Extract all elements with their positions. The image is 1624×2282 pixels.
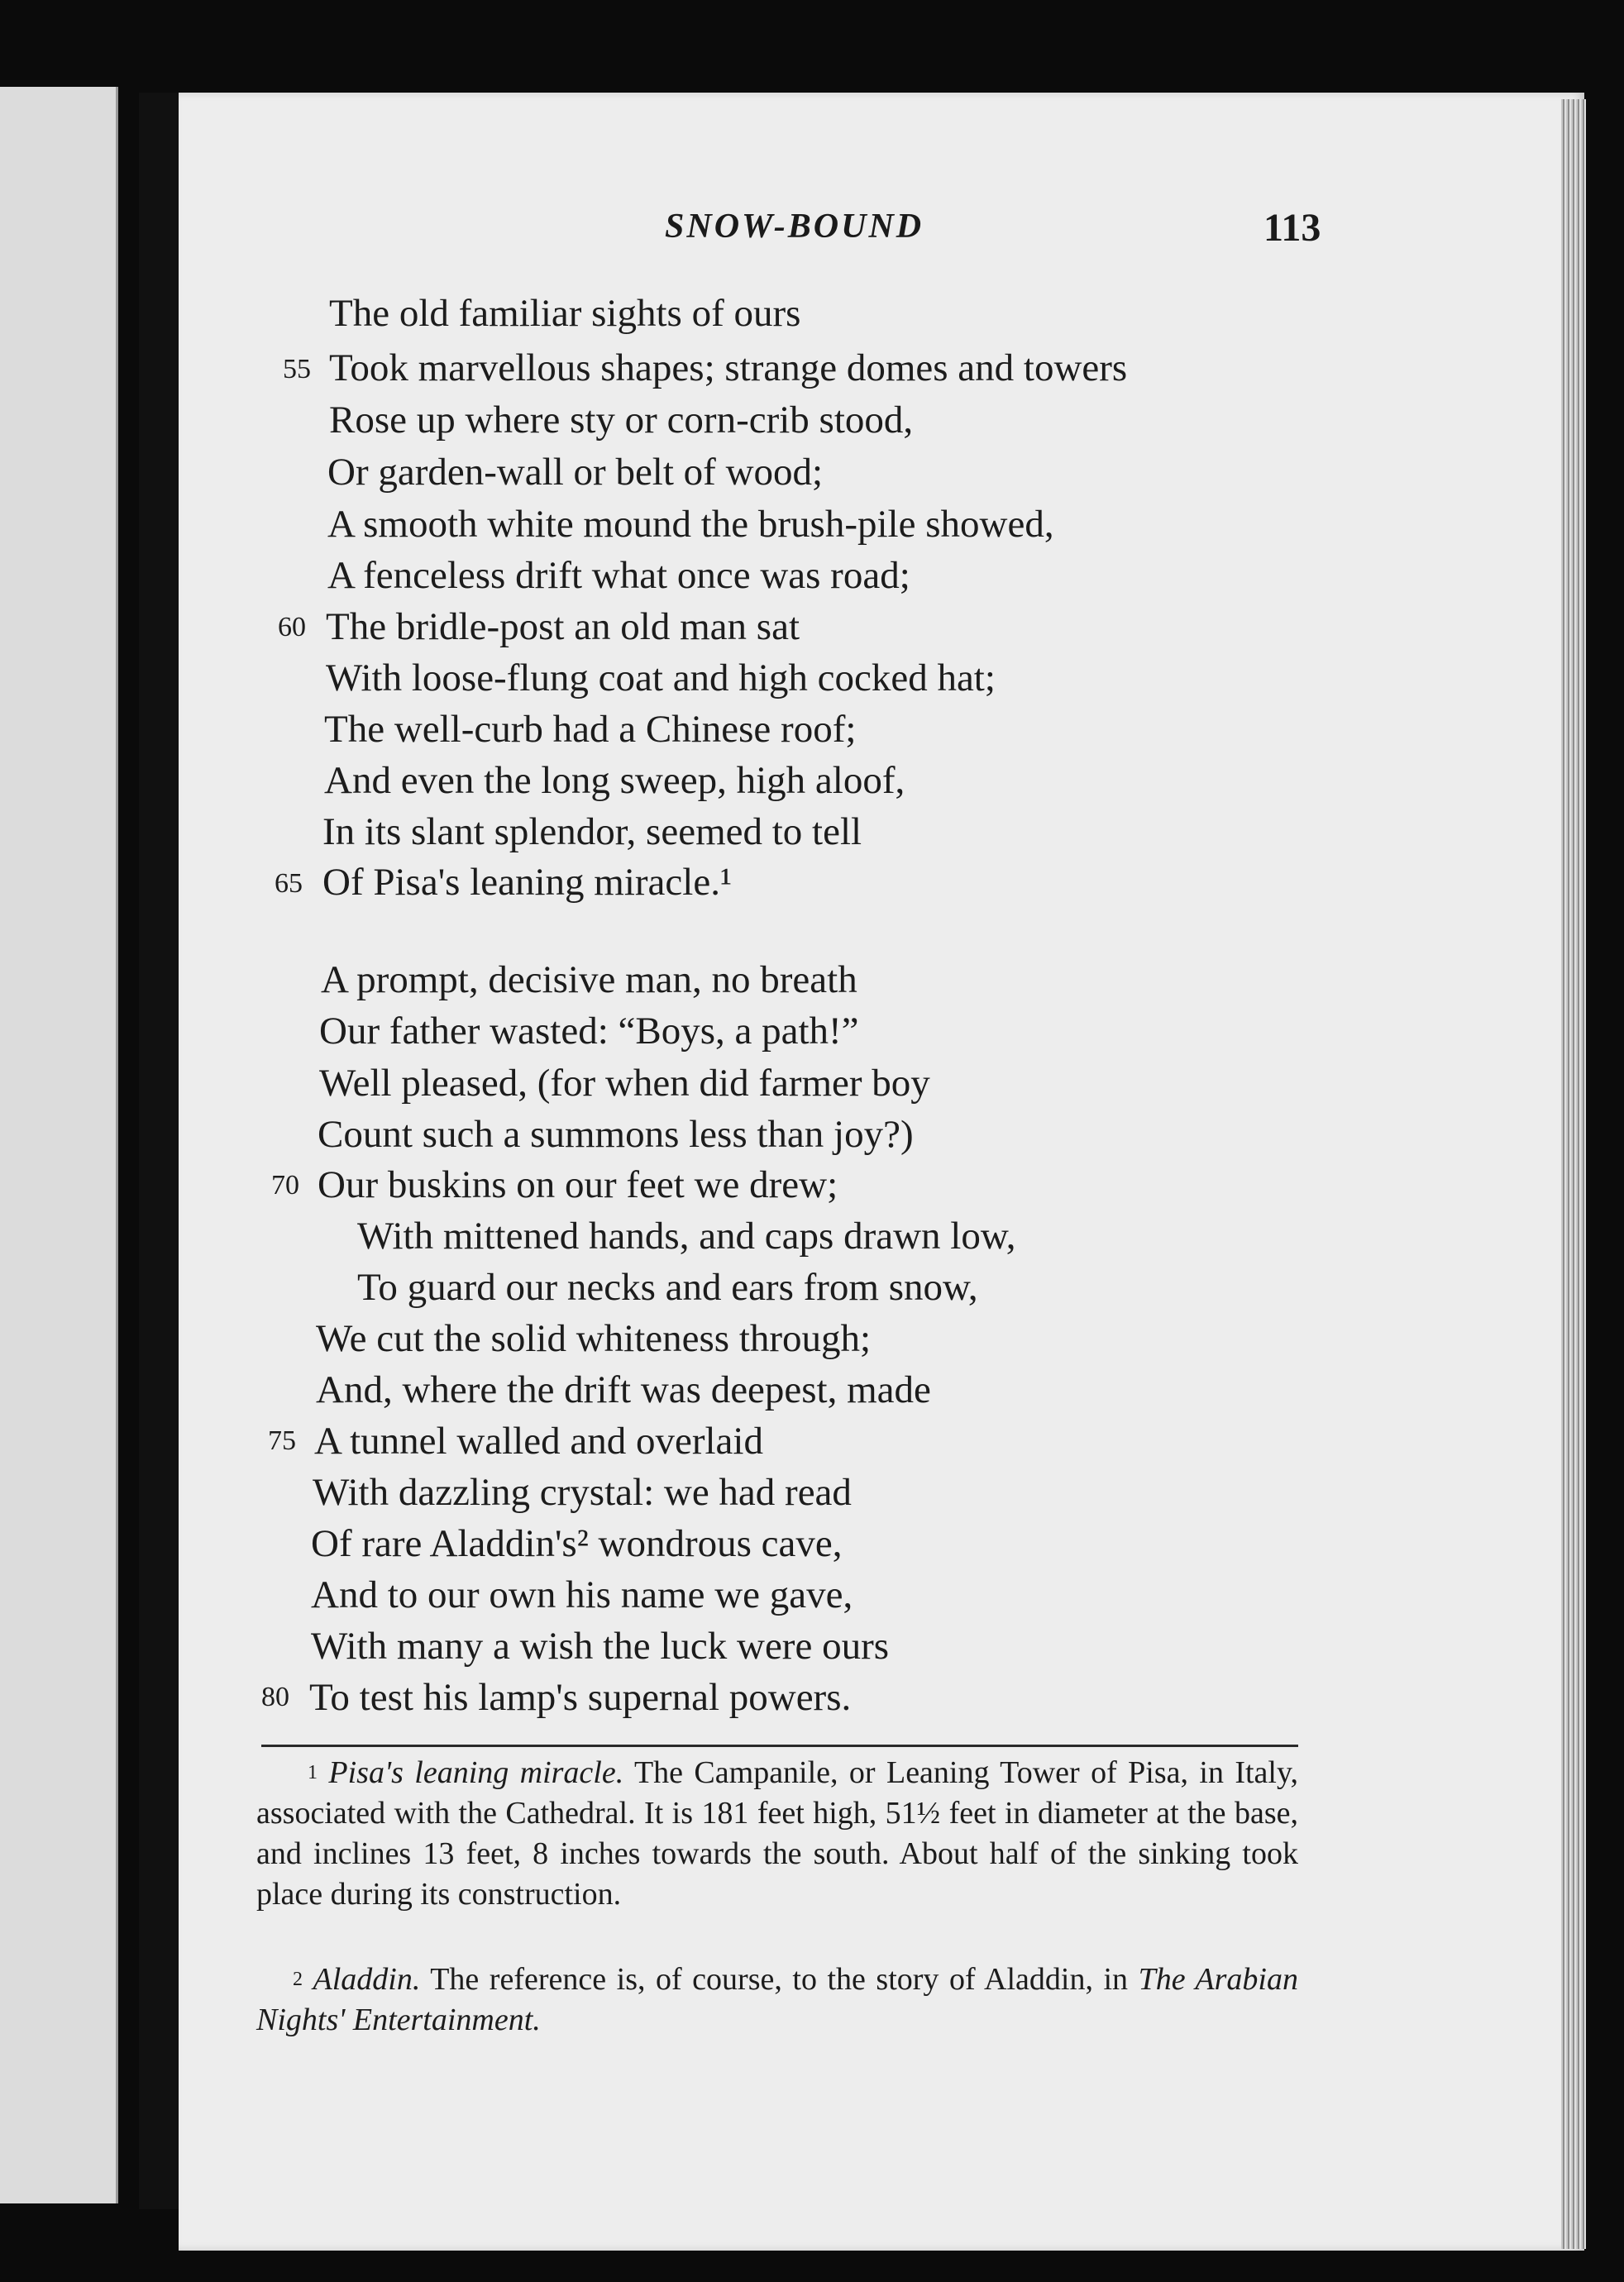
verse-line: To test his lamp's supernal powers.	[309, 1676, 852, 1719]
page-number: 113	[1263, 206, 1321, 250]
verse-line: And to our own his name we gave,	[311, 1573, 853, 1616]
verse-line: With dazzling crystal: we had read	[313, 1471, 852, 1514]
book-gutter	[139, 93, 179, 2209]
verse-line: Of rare Aladdin's² wondrous cave,	[311, 1522, 843, 1565]
verse-line: Count such a summons less than joy?)	[318, 1113, 914, 1156]
footnote-term: Aladdin.	[313, 1962, 421, 1997]
verse-line: Our father wasted: “Boys, a path!”	[319, 1010, 859, 1053]
footnote-marker: 2	[293, 1969, 303, 1990]
verse-line: We cut the solid whiteness through;	[316, 1317, 872, 1360]
verse-line: With loose-flung coat and high cocked hat;	[326, 656, 996, 699]
verse-line: Took marvellous shapes; strange domes and towers	[329, 346, 1128, 389]
running-head: SNOW-BOUND	[665, 208, 924, 246]
verse-line: The bridle-post an old man sat	[326, 605, 800, 648]
line-number: 70	[271, 1170, 299, 1201]
verse-line: A prompt, decisive man, no breath	[321, 958, 857, 1001]
facing-page-edge	[0, 87, 118, 2203]
verse-line: Of Pisa's leaning miracle.¹	[322, 861, 733, 904]
page-stack-edge	[1561, 99, 1586, 2249]
line-number: 60	[278, 612, 306, 642]
verse-line: Rose up where sty or corn-crib stood,	[329, 399, 914, 442]
verse-line: A tunnel walled and overlaid	[314, 1420, 763, 1463]
footnote-term: Pisa's leaning miracle.	[328, 1755, 624, 1790]
verse-line: Or garden-wall or belt of wood;	[327, 451, 824, 494]
verse-line: In its slant splendor, seemed to tell	[322, 810, 862, 853]
footnote-marker: 1	[308, 1762, 318, 1783]
verse-line: The old familiar sights of ours	[329, 292, 801, 335]
verse-line: Our buskins on our feet we drew;	[318, 1163, 838, 1206]
verse-line: A fenceless drift what once was road;	[327, 554, 910, 597]
verse-line: Well pleased, (for when did farmer boy	[319, 1062, 930, 1105]
verse-line: The well-curb had a Chinese roof;	[324, 708, 857, 751]
verse-line: A smooth white mound the brush-pile showed,	[327, 503, 1054, 546]
verse-line: And even the long sweep, high aloof,	[324, 759, 905, 802]
footnote-1	[256, 1753, 1298, 1915]
verse-line: With mittened hands, and caps drawn low,	[357, 1215, 1016, 1258]
line-number: 55	[283, 354, 311, 384]
verse-line: With many a wish the luck were ours	[311, 1625, 890, 1668]
verse-line: To guard our necks and ears from snow,	[357, 1266, 978, 1309]
footnote-text: The Campanile, or Leaning Tower of Pisa, in Italy, associated with the Cathedral. It is 181 feet high, 51½ feet in diameter at the base, and inclines 13 feet, 8 inches towards the south. About half of the sinking took place during its construction.	[256, 1755, 1299, 1912]
line-number: 75	[268, 1425, 296, 1456]
footnote-text: The reference is, of course, to the story of Aladdin, in	[430, 1962, 1129, 1997]
verse-line: And, where the drift was deepest, made	[316, 1368, 931, 1411]
line-number: 65	[275, 868, 303, 899]
footnote-rule	[261, 1745, 1298, 1747]
footnote-2	[256, 1960, 1298, 2041]
footnote-work-title: The Arabian Nights' Entertainment.	[256, 1962, 1298, 2037]
line-number: 80	[261, 1682, 289, 1712]
